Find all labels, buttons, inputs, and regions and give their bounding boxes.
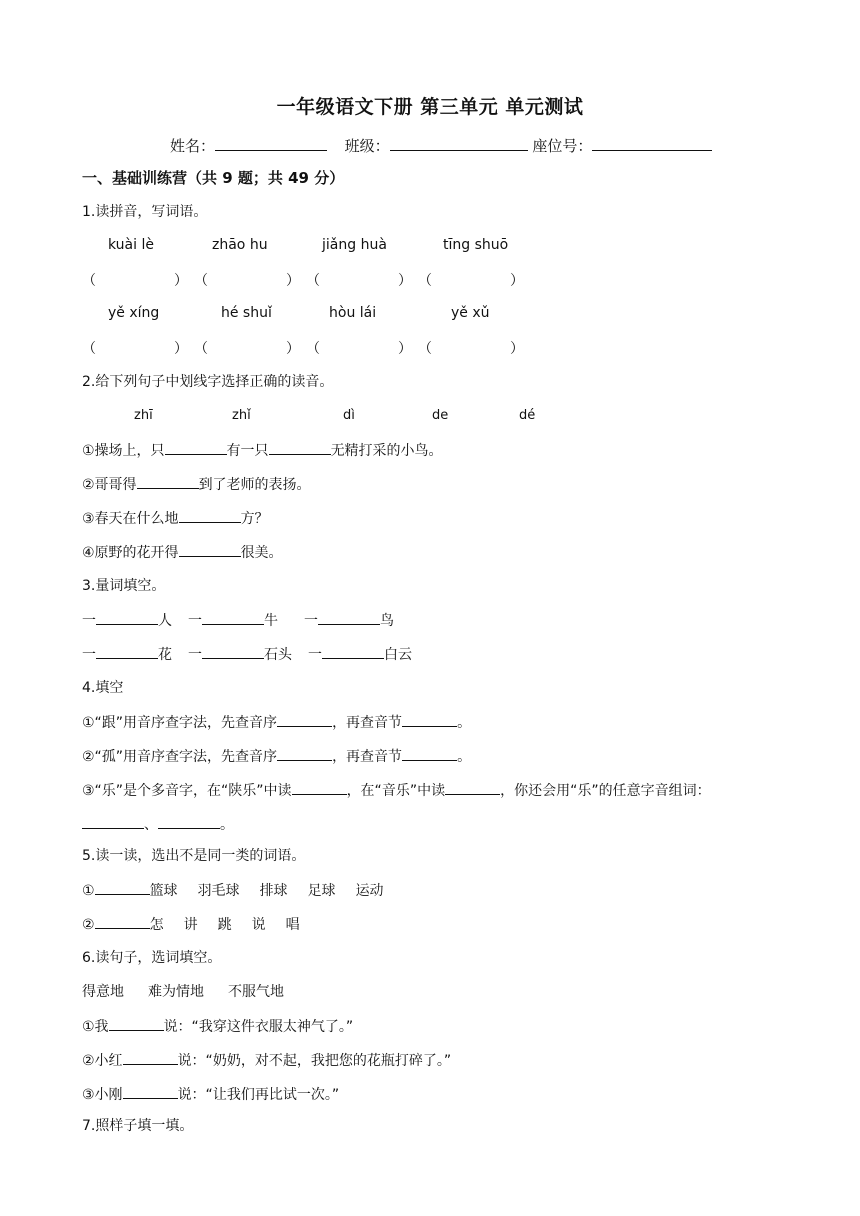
pinyin-5: yě xíng [108, 305, 160, 321]
question-5-item-2 [82, 914, 300, 935]
answer-blank[interactable] [95, 914, 150, 929]
question-2-sentence-3 [82, 508, 269, 529]
noun-text: 鸟 [380, 613, 394, 629]
sentence-text: 说：“我穿这件衣服太神气了。” [163, 1019, 354, 1035]
paren-close: ） [510, 341, 524, 357]
pinyin-2: zhāo hu [212, 237, 268, 253]
answer-blank[interactable] [322, 644, 384, 659]
sentence-text: 方？ [240, 511, 269, 527]
paren-close: ） [174, 273, 188, 289]
sentence-text: ①操场上，只 [82, 443, 165, 459]
sentence-text: ①我 [82, 1019, 109, 1035]
word-option: 说 [251, 917, 266, 933]
yi-text: 一 [188, 613, 202, 629]
question-2-sentence-1 [82, 440, 443, 461]
word-option: 讲 [183, 917, 198, 933]
yi-text: 一 [304, 613, 318, 629]
answer-blank[interactable] [318, 610, 380, 625]
name-blank[interactable] [215, 136, 327, 151]
sentence-text: 。 [220, 817, 234, 833]
yi-text: 一 [308, 647, 322, 663]
pinyin-4: tīng shuō [443, 237, 509, 253]
reading-option: zhǐ [232, 408, 251, 423]
seat-blank[interactable] [592, 136, 712, 151]
class-blank[interactable] [390, 136, 528, 151]
question-4-stem: 4.填空 [82, 680, 124, 696]
word-option: 不服气地 [228, 984, 284, 1000]
sentence-text: 。 [457, 749, 472, 765]
question-5-stem: 5.读一读，选出不是同一类的词语。 [82, 848, 306, 864]
pinyin-6: hé shuǐ [221, 305, 272, 321]
paren-open: （ [194, 341, 208, 357]
pinyin-1: kuài lè [108, 237, 154, 253]
sentence-text: ，你还会用“乐”的任意字音组词： [500, 783, 711, 799]
sentence-text: ③“乐”是个多音字，在“陕乐”中读 [82, 783, 292, 799]
question-4-item-3 [82, 780, 711, 801]
paren-close: ） [398, 273, 412, 289]
question-2-sentence-4 [82, 542, 283, 563]
student-info-line [170, 135, 712, 156]
question-6-stem: 6.读句子，选词填空。 [82, 950, 222, 966]
answer-blank[interactable] [269, 440, 331, 455]
sentence-text: ③春天在什么地 [82, 511, 179, 527]
seat-label: 座位号： [532, 137, 593, 155]
answer-blank[interactable] [402, 746, 457, 761]
sentence-text: 无精打采的小鸟。 [330, 443, 443, 459]
name-label: 姓名： [170, 137, 216, 155]
answer-blank[interactable] [277, 712, 332, 727]
item-number: ① [82, 883, 95, 899]
word-option: 唱 [285, 917, 300, 933]
word-option: 排球 [259, 883, 288, 899]
answer-blank[interactable] [96, 610, 158, 625]
question-4-item-3-continued [82, 814, 234, 835]
page-title: 一年级语文下册 第三单元 单元测试 [276, 96, 584, 118]
sentence-text: ②“孤”用音序查字法，先查音序 [82, 749, 278, 765]
reading-option: dì [343, 408, 355, 423]
pinyin-7: hòu lái [329, 305, 377, 321]
answer-blank[interactable] [277, 746, 332, 761]
sentence-text: ①“跟”用音序查字法，先查音序 [82, 715, 278, 731]
question-1-stem: 1.读拼音，写词语。 [82, 204, 208, 220]
pinyin-3: jiǎng huà [322, 237, 387, 253]
reading-option: de [432, 408, 449, 423]
noun-text: 石头 [264, 647, 292, 663]
word-option: 运动 [355, 883, 384, 899]
word-option: 篮球 [149, 883, 178, 899]
question-7-stem: 7.照样子填一填。 [82, 1118, 194, 1134]
sentence-text: 说：“奶奶，对不起，我把您的花瓶打碎了。” [177, 1053, 452, 1069]
paren-close: ） [398, 341, 412, 357]
answer-blank[interactable] [96, 644, 158, 659]
paren-open: （ [194, 273, 208, 289]
answer-blank[interactable] [179, 508, 241, 523]
answer-blank[interactable] [402, 712, 457, 727]
word-option: 足球 [307, 883, 336, 899]
answer-blank[interactable] [123, 1084, 178, 1099]
word-option: 难为情地 [148, 984, 204, 1000]
section-heading: 一、基础训练营（共 9 题；共 49 分） [82, 169, 345, 187]
answer-blank[interactable] [445, 780, 500, 795]
question-2-sentence-2 [82, 474, 311, 495]
noun-text: 人 [158, 613, 172, 629]
sentence-text: 。 [457, 715, 472, 731]
question-6-sentence-2 [82, 1050, 451, 1071]
word-option: 羽毛球 [197, 883, 240, 899]
paren-open: （ [306, 341, 320, 357]
paren-open: （ [418, 341, 432, 357]
separator-text: 、 [144, 817, 158, 833]
answer-blank[interactable] [202, 610, 264, 625]
paren-open: （ [82, 273, 96, 289]
answer-blank[interactable] [179, 542, 241, 557]
paren-close: ） [286, 273, 300, 289]
question-6-word-bank [82, 982, 284, 1002]
answer-parens-row-1 [82, 270, 530, 290]
measure-word-row-1 [82, 610, 394, 631]
question-6-sentence-1 [82, 1016, 353, 1037]
question-2-stem: 2.给下列句子中划线字选择正确的读音。 [82, 374, 334, 390]
question-6-sentence-3 [82, 1084, 339, 1105]
paren-close: ） [174, 341, 188, 357]
class-label: 班级： [344, 137, 390, 155]
reading-option: zhī [134, 408, 153, 423]
paren-open: （ [306, 273, 320, 289]
word-option: 跳 [217, 917, 232, 933]
noun-text: 牛 [264, 613, 278, 629]
noun-text: 白云 [384, 647, 412, 663]
paren-open: （ [82, 341, 96, 357]
answer-blank[interactable] [292, 780, 347, 795]
sentence-text: ，再查音节 [332, 749, 403, 765]
yi-text: 一 [188, 647, 202, 663]
question-4-item-1 [82, 712, 471, 733]
pinyin-8: yě xǔ [451, 305, 490, 321]
noun-text: 花 [158, 647, 172, 663]
answer-blank[interactable] [95, 880, 150, 895]
paren-close: ） [286, 341, 300, 357]
question-3-stem: 3.量词填空。 [82, 578, 166, 594]
sentence-text: 很美。 [240, 545, 283, 561]
sentence-text: ②小红 [82, 1053, 123, 1069]
answer-blank[interactable] [137, 474, 199, 489]
sentence-text: ④原野的花开得 [82, 545, 179, 561]
answer-blank[interactable] [109, 1016, 164, 1031]
paren-close: ） [510, 273, 524, 289]
sentence-text: 说：“让我们再比试一次。” [177, 1087, 340, 1103]
answer-blank[interactable] [123, 1050, 178, 1065]
paren-open: （ [418, 273, 432, 289]
question-5-item-1 [82, 880, 384, 901]
answer-blank[interactable] [165, 440, 227, 455]
sentence-text: ，再查音节 [332, 715, 403, 731]
answer-blank[interactable] [202, 644, 264, 659]
question-4-item-2 [82, 746, 471, 767]
answer-parens-row-2 [82, 338, 530, 358]
answer-blank[interactable] [82, 814, 144, 829]
measure-word-row-2 [82, 644, 412, 665]
reading-option: dé [519, 408, 536, 423]
answer-blank[interactable] [158, 814, 220, 829]
sentence-text: ，在“音乐”中读 [346, 783, 446, 799]
sentence-text: ③小刚 [82, 1087, 123, 1103]
item-number: ② [82, 917, 95, 933]
word-option: 得意地 [82, 984, 124, 1000]
word-option: 怎 [149, 917, 164, 933]
sentence-text: 有一只 [226, 443, 269, 459]
sentence-text: 到了老师的表扬。 [198, 477, 311, 493]
yi-text: 一 [82, 647, 96, 663]
yi-text: 一 [82, 613, 96, 629]
sentence-text: ②哥哥得 [82, 477, 137, 493]
